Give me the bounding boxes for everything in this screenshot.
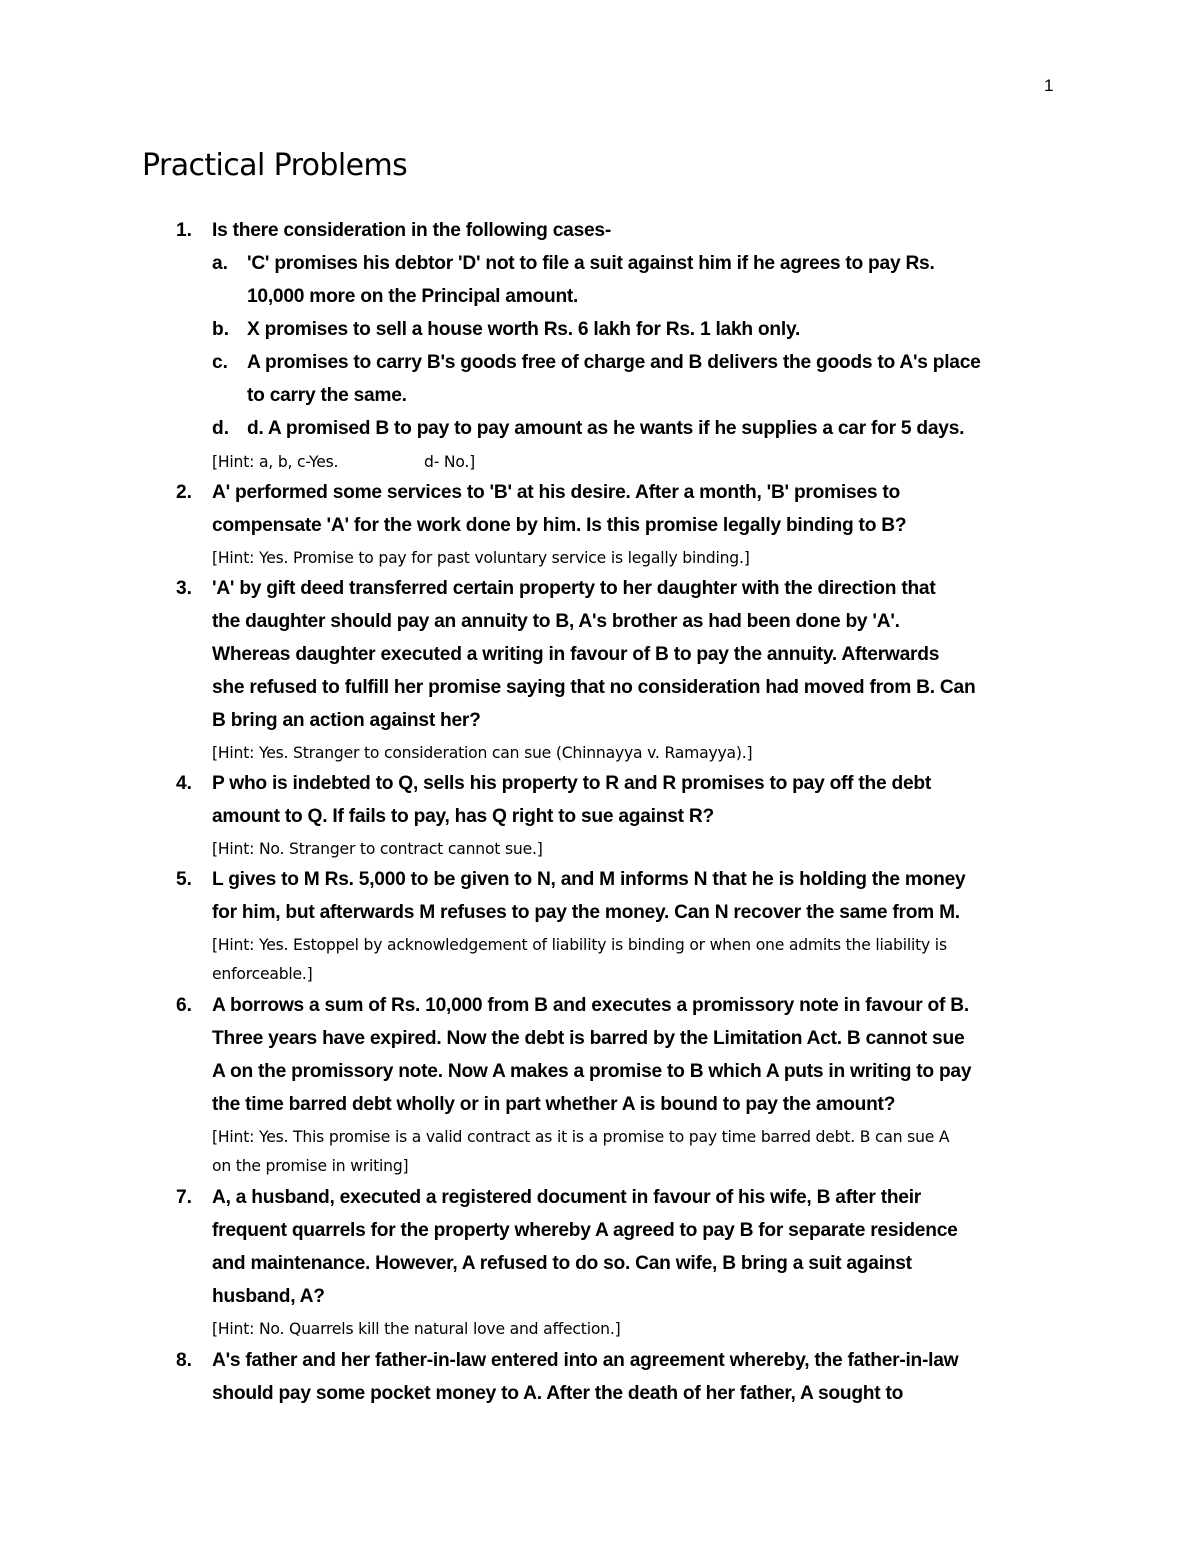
subitem-text-line: 10,000 more on the Principal amount.: [247, 286, 579, 307]
question-text-line: A's father and her father-in-law entered into an agreement whereby, the father-in-law: [212, 1350, 959, 1371]
question-text-line: Is there consideration in the following cases-: [212, 220, 611, 241]
question-text-line: should pay some pocket money to A. After the death of her father, A sought to: [212, 1383, 904, 1404]
subitem-letter: b.: [212, 319, 230, 340]
subitem-letter: d.: [212, 418, 230, 439]
question-text-line: the daughter should pay an annuity to B, A's brother as had been done by 'A'.: [212, 611, 900, 632]
question-number: 1.: [176, 220, 193, 241]
subitem-text-line: A promises to carry B's goods free of charge and B delivers the goods to A's place: [247, 352, 981, 373]
question-text-line: compensate 'A' for the work done by him. Is this promise legally binding to B?: [212, 515, 907, 536]
page-title: Practical Problems: [142, 148, 408, 183]
question-text-line: husband, A?: [212, 1286, 325, 1307]
question-text-line: B bring an action against her?: [212, 710, 481, 731]
hint-text: [Hint: Yes. Estoppel by acknowledgement of liability is binding or when one admits the liability is: [212, 936, 947, 954]
hint-text: on the promise in writing]: [212, 1157, 409, 1175]
question-text-line: 'A' by gift deed transferred certain property to her daughter with the direction that: [212, 578, 936, 599]
question-text-line: Whereas daughter executed a writing in favour of B to pay the annuity. Afterwards: [212, 644, 940, 665]
question-text-line: A, a husband, executed a registered document in favour of his wife, B after their: [212, 1187, 922, 1208]
subitem-text-line: 'C' promises his debtor 'D' not to file a suit against him if he agrees to pay Rs.: [247, 253, 935, 274]
question-number: 5.: [176, 869, 193, 890]
hint-text: [Hint: Yes. Promise to pay for past voluntary service is legally binding.]: [212, 549, 750, 567]
question-text-line: A' performed some services to 'B' at his desire. After a month, 'B' promises to: [212, 482, 900, 503]
question-text-line: for him, but afterwards M refuses to pay the money. Can N recover the same from M.: [212, 902, 960, 923]
question-text-line: P who is indebted to Q, sells his property to R and R promises to pay off the debt: [212, 773, 932, 794]
question-text-line: L gives to M Rs. 5,000 to be given to N, and M informs N that he is holding the money: [212, 869, 966, 890]
question-text-line: frequent quarrels for the property whereby A agreed to pay B for separate residence: [212, 1220, 958, 1241]
hint-text: enforceable.]: [212, 965, 313, 983]
subitem-text-line: to carry the same.: [247, 385, 407, 406]
question-number: 4.: [176, 773, 193, 794]
question-text-line: and maintenance. However, A refused to do so. Can wife, B bring a suit against: [212, 1253, 912, 1274]
question-number: 7.: [176, 1187, 193, 1208]
hint-text: [Hint: Yes. This promise is a valid contract as it is a promise to pay time barred debt. B can sue A: [212, 1128, 950, 1146]
hint-text: [Hint: Yes. Stranger to consideration can sue (Chinnayya v. Ramayya).]: [212, 744, 753, 762]
question-text-line: A on the promissory note. Now A makes a promise to B which A puts in writing to pay: [212, 1061, 972, 1082]
page-number: 1: [1044, 76, 1054, 95]
question-number: 3.: [176, 578, 193, 599]
hint-text: d- No.]: [424, 453, 476, 471]
hint-text: [Hint: a, b, c-Yes.: [212, 453, 339, 471]
question-text-line: amount to Q. If fails to pay, has Q right to sue against R?: [212, 806, 714, 827]
question-text-line: the time barred debt wholly or in part whether A is bound to pay the amount?: [212, 1094, 896, 1115]
question-text-line: Three years have expired. Now the debt is barred by the Limitation Act. B cannot sue: [212, 1028, 965, 1049]
question-number: 8.: [176, 1350, 193, 1371]
hint-text: [Hint: No. Stranger to contract cannot sue.]: [212, 840, 543, 858]
subitem-letter: a.: [212, 253, 229, 274]
question-text-line: she refused to fulfill her promise saying that no consideration had moved from B. Can: [212, 677, 976, 698]
question-number: 2.: [176, 482, 193, 503]
hint-text: [Hint: No. Quarrels kill the natural love and affection.]: [212, 1320, 621, 1338]
question-number: 6.: [176, 995, 193, 1016]
subitem-text-line: d. A promised B to pay to pay amount as he wants if he supplies a car for 5 days.: [247, 418, 965, 439]
subitem-text-line: X promises to sell a house worth Rs. 6 lakh for Rs. 1 lakh only.: [247, 319, 801, 340]
question-text-line: A borrows a sum of Rs. 10,000 from B and executes a promissory note in favour of B.: [212, 995, 969, 1016]
subitem-letter: c.: [212, 352, 229, 373]
